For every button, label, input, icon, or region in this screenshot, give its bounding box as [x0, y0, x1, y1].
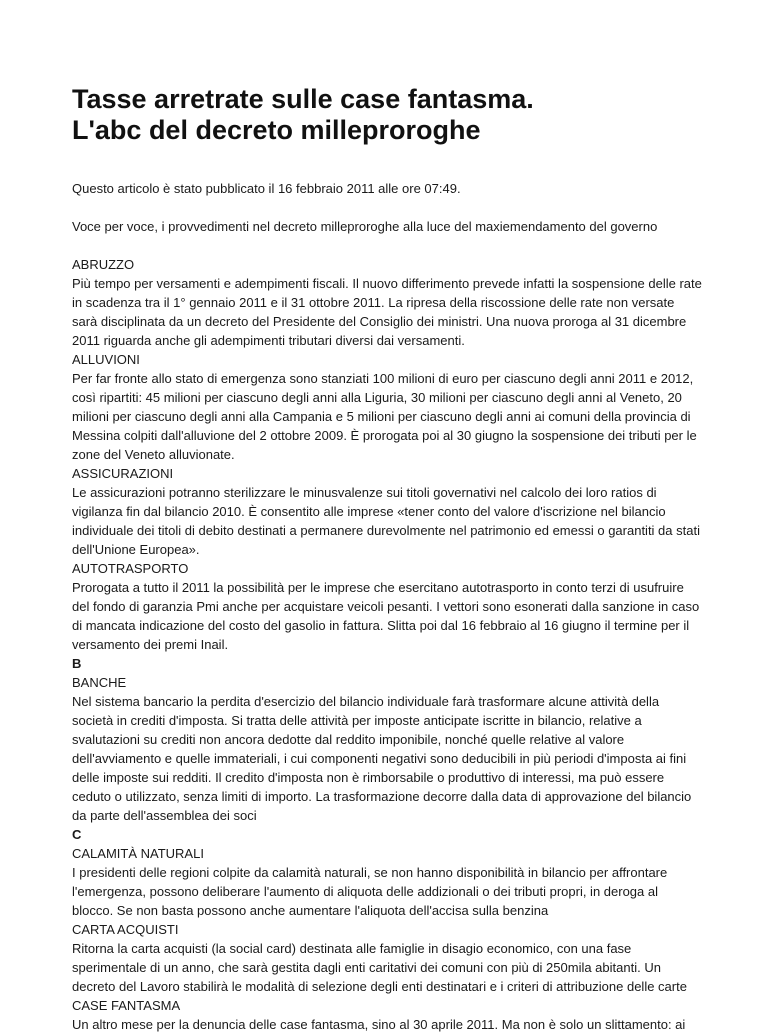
entry-heading: AUTOTRASPORTO [72, 561, 189, 576]
section-letter-c: C [72, 827, 82, 842]
entry-carta-acquisti [72, 920, 702, 996]
entries-list [72, 255, 702, 1034]
entry-text: Nel sistema bancario la perdita d'esercizio del bilancio individuale farà trasformare alcune attività della società in crediti d'imposta. Si tratta delle attività per imposte anticipate iscritte in bilancio, relative a svalutazioni su crediti non ancora dedotte dal reddito imponibile, nonché quelle relative al valore dell'avviamento e quelle immateriali, i cui componenti negativi sono deducibili in più periodi d'imposta ai fini delle imposte sui redditi. Il credito d'imposta non è rimborsabile o produttivo di interessi, ma può essere ceduto o utilizzato, senza limiti di importo. La trasformazione decorre dalla data di approvazione del bilancio da parte dell'assemblea dei soci [72, 694, 692, 823]
entry-alluvioni [72, 350, 702, 464]
publication-note: Questo articolo è stato pubblicato il 16 febbraio 2011 alle ore 07:49. [72, 181, 461, 196]
article-title-line-1: Tasse arretrate sulle case fantasma. [72, 84, 534, 114]
article [72, 84, 702, 1034]
entry-text: Prorogata a tutto il 2011 la possibilità per le imprese che esercitano autotrasporto in conto terzi di usufruire del fondo di garanzia Pmi anche per acquistare veicoli pesanti. I vettori sono esonerati dalla sanzione in caso di mancata indicazione del costo del gasolio in fattura. Slitta poi dal 16 febbraio al 16 giugno il termine per il versamento dei premi Inail. [72, 580, 700, 652]
entry-text: Le assicurazioni potranno sterilizzare le minusvalenze sui titoli governativi nel calcolo dei loro ratios di vigilanza fin dal bilancio 2010. È consentito alle imprese «tener conto del valore d'iscrizione nel bilancio individuale dei titoli di debito destinati a permanere durevolmente nel patrimonio ed emessi o garantiti da stati dell'Unione Europea». [72, 485, 700, 557]
entry-assicurazioni [72, 464, 702, 559]
section-letter-b: B [72, 656, 82, 671]
article-lead: Voce per voce, i provvedimenti nel decreto milleproroghe alla luce del maxiemendamento del governo [72, 219, 658, 234]
entry-heading: BANCHE [72, 675, 127, 690]
entry-text: Per far fronte allo stato di emergenza sono stanziati 100 milioni di euro per ciascuno degli anni 2011 e 2012, così ripartiti: 45 milioni per ciascuno degli anni alla Liguria, 30 milioni per ciascuno degli anni al Veneto, 20 milioni per ciascuno degli anni alla Campania e 5 milioni per ciascuno degli anni ai comuni della provincia di Messina colpiti dall'alluvione del 2 ottobre 2009. È prorogata poi al 30 giugno la sospensione dei tributi per le zone del Veneto alluvionate. [72, 371, 697, 462]
entry-heading: CASE FANTASMA [72, 998, 181, 1013]
entry-heading: ALLUVIONI [72, 352, 140, 367]
entry-banche [72, 673, 702, 825]
article-title [72, 84, 702, 146]
entry-text: Un altro mese per la denuncia delle case fantasma, sino al 30 aprile 2011. Ma non è solo un slittamento: ai [72, 1017, 686, 1032]
entry-abruzzo [72, 255, 702, 350]
entry-heading: CALAMITÀ NATURALI [72, 846, 204, 861]
entry-text: Più tempo per versamenti e adempimenti fiscali. Il nuovo differimento prevede infatti la sospensione delle rate in scadenza tra il 1° gennaio 2011 e il 31 ottobre 2011. La ripresa della riscossione delle rate non versate sarà disciplinata da un decreto del Presidente del Consiglio dei ministri. Una nuova proroga al 31 dicembre 2011 riguarda anche gli adempimenti tributari diversi dai versamenti. [72, 276, 702, 348]
entry-heading: ABRUZZO [72, 257, 135, 272]
entry-case-fantasma [72, 996, 702, 1034]
entry-heading: ASSICURAZIONI [72, 466, 174, 481]
entry-autotrasporto [72, 559, 702, 654]
entry-calamita-naturali [72, 844, 702, 920]
entry-text: I presidenti delle regioni colpite da calamità naturali, se non hanno disponibilità in bilancio per affrontare l'emergenza, possono deliberare l'aumento di aliquota delle addizionali o dei tributi propri, in deroga al blocco. Se non basta possono anche aumentare l'aliquota dell'accisa sulla benzina [72, 865, 668, 918]
article-title-line-2: L'abc del decreto milleproroghe [72, 115, 481, 145]
entry-text: Ritorna la carta acquisti (la social card) destinata alle famiglie in disagio economico, con una fase sperimentale di un anno, che sarà gestita dagli enti caritativi dei comuni con più di 250mila abitanti. Un decreto del Lavoro stabilirà le modalità di selezione degli enti destinatari e i criteri di attribuzione delle carte [72, 941, 687, 994]
entry-heading: CARTA ACQUISTI [72, 922, 179, 937]
